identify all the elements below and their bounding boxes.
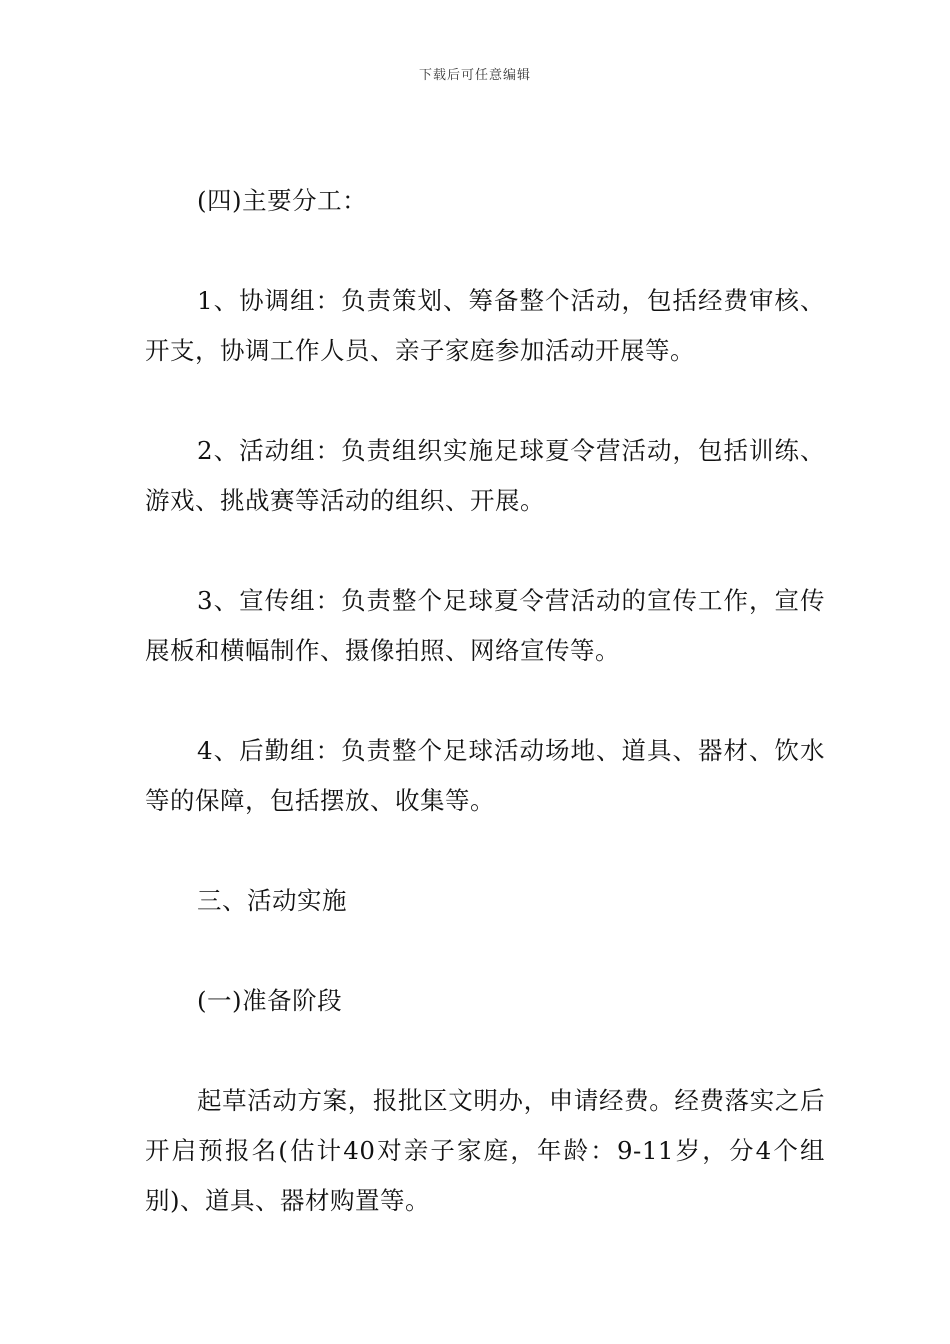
paragraph-preparation-details: 起草活动方案，报批区文明办，申请经费。经费落实之后开启预报名(估计40对亲子家庭，年龄：9-11岁，分4个组别)、道具、器材购置等。 <box>145 1086 825 1215</box>
paragraph-gap <box>145 926 825 976</box>
section-heading-implementation: 三、活动实施 <box>197 886 347 915</box>
page-header-note: 下载后可任意编辑 <box>418 68 531 83</box>
paragraph-gap <box>145 226 825 276</box>
paragraph-publicity-group: 3、宣传组：负责整个足球夏令营活动的宣传工作，宣传展板和横幅制作、摄像拍照、网络宣传等。 <box>145 586 825 665</box>
subsection-heading-preparation: (一)准备阶段 <box>197 986 343 1015</box>
section-heading-division-of-labor: (四)主要分工： <box>197 186 368 215</box>
paragraph-gap <box>145 826 825 876</box>
paragraph-gap <box>145 376 825 426</box>
document-body <box>145 176 825 1226</box>
paragraph-gap <box>145 526 825 576</box>
paragraph-gap <box>145 676 825 726</box>
paragraph-gap <box>145 1026 825 1076</box>
paragraph-coordination-group: 1、协调组：负责策划、筹备整个活动，包括经费审核、开支，协调工作人员、亲子家庭参加活动开展等。 <box>145 286 825 365</box>
paragraph-activity-group: 2、活动组：负责组织实施足球夏令营活动，包括训练、游戏、挑战赛等活动的组织、开展。 <box>145 436 825 515</box>
paragraph-logistics-group: 4、后勤组：负责整个足球活动场地、道具、器材、饮水等的保障，包括摆放、收集等。 <box>145 736 825 815</box>
